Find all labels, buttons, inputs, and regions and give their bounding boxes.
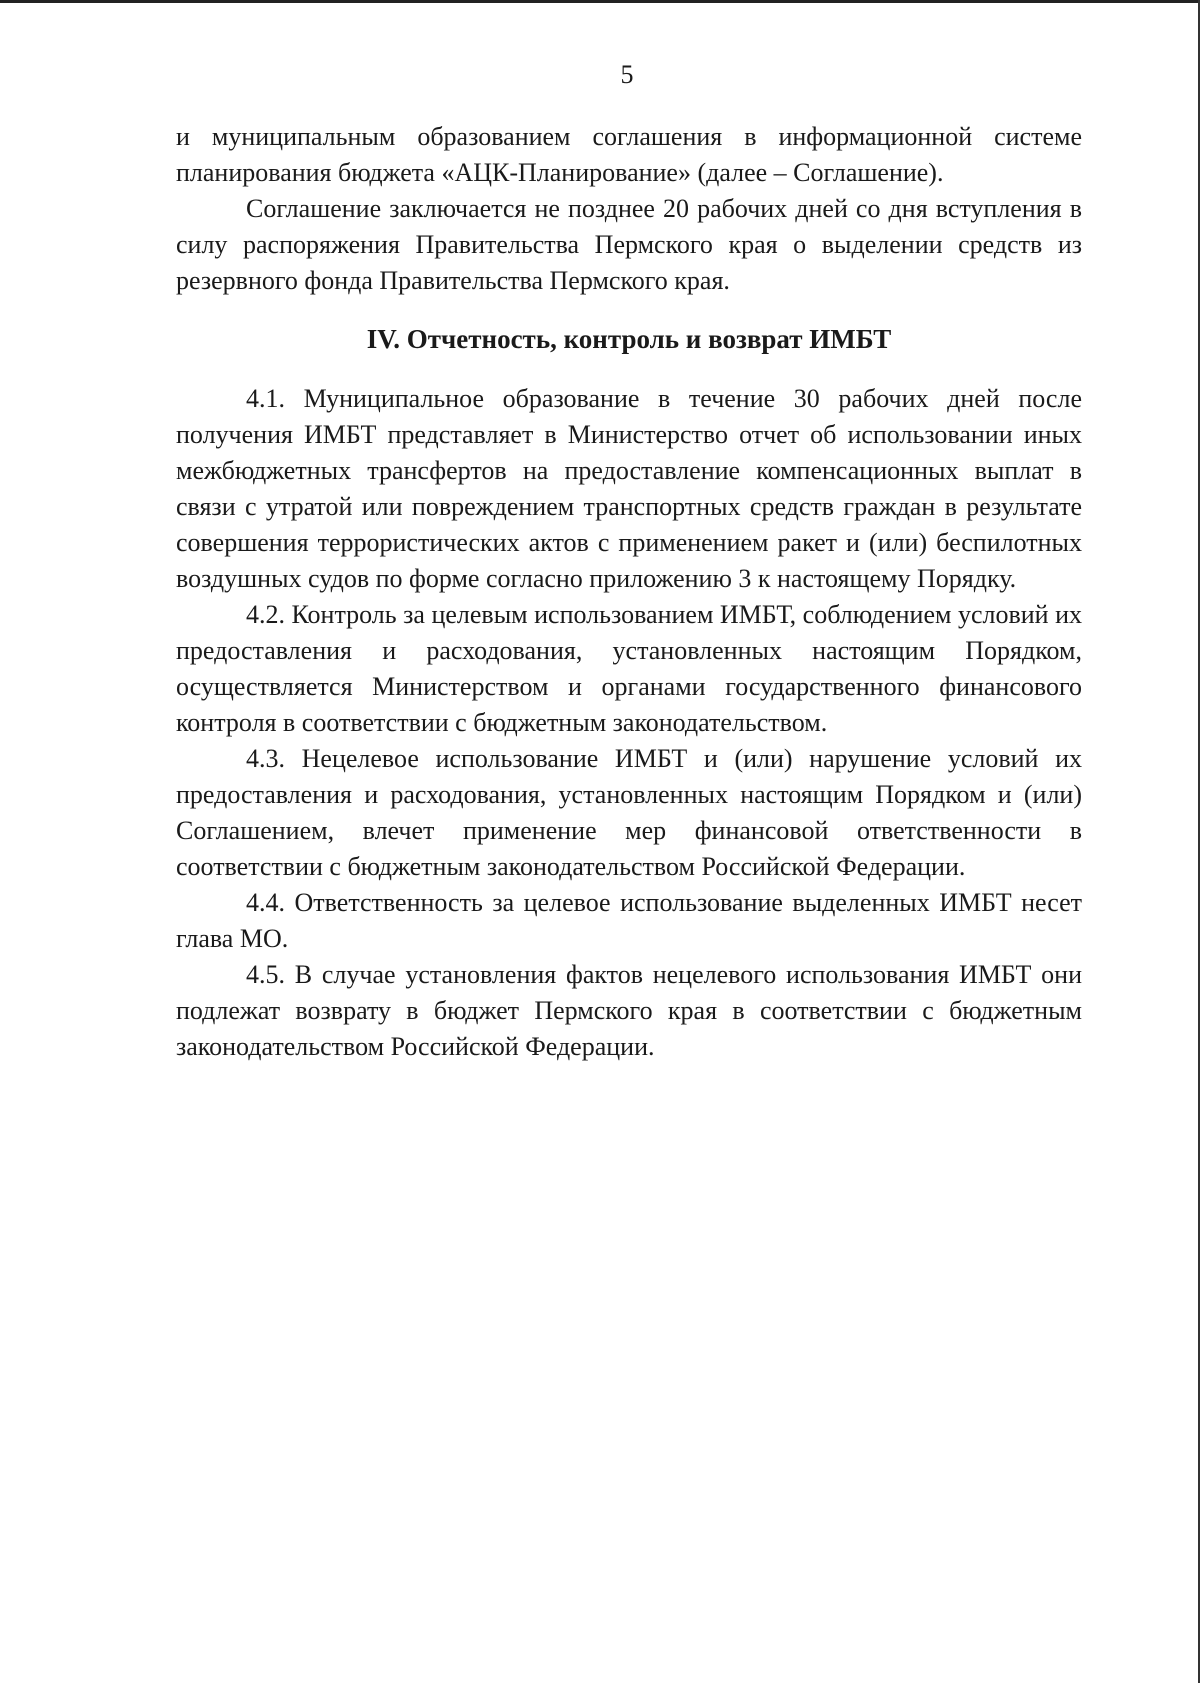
paragraph-continuation: и муниципальным образованием соглашения в информационной системе планирования бюджета «АЦК-Планирование» (далее – Соглашение). (176, 122, 1082, 187)
paragraph-4-5: 4.5. В случае установления фактов нецелевого использования ИМБТ они подлежат возврату в бюджет Пермского края в соответствии с бюджетным законодательством Российской Федерации. (176, 960, 1082, 1061)
paragraph-agreement-deadline: Соглашение заключается не позднее 20 рабочих дней со дня вступления в силу распоряжения Правительства Пермского края о выделении средств из резервного фонда Правительства Пермского края. (176, 194, 1082, 295)
paragraph-4-3: 4.3. Нецелевое использование ИМБТ и (или) нарушение условий их предоставления и расходования, установленных настоящим Порядком и (или) Соглашением, влечет применение мер финансовой ответственности в соответствии с бюджетным законодательством Российской Федерации. (176, 744, 1082, 881)
section-heading: IV. Отчетность, контроль и возврат ИМБТ (366, 324, 892, 354)
scan-edge-top (0, 0, 1200, 3)
paragraph-4-4: 4.4. Ответственность за целевое использование выделенных ИМБТ несет глава МО. (176, 888, 1082, 953)
paragraph-4-1: 4.1. Муниципальное образование в течение 30 рабочих дней после получения ИМБТ представляет в Министерство отчет об использовании иных межбюджетных трансфертов на предоставление компенсационных выплат в связи с утратой или повреждением транспортных средств граждан в результате совершения террористических актов с применением ракет и (или) беспилотных воздушных судов по форме согласно приложению 3 к настоящему Порядку. (176, 384, 1082, 593)
page-number: 5 (620, 60, 634, 89)
paragraph-4-2: 4.2. Контроль за целевым использованием ИМБТ, соблюдением условий их предоставления и расходования, установленных настоящим Порядком, осуществляется Министерством и органами государственного финансового контроля в соответствии с бюджетным законодательством. (176, 600, 1082, 737)
document-body (176, 119, 1082, 1065)
